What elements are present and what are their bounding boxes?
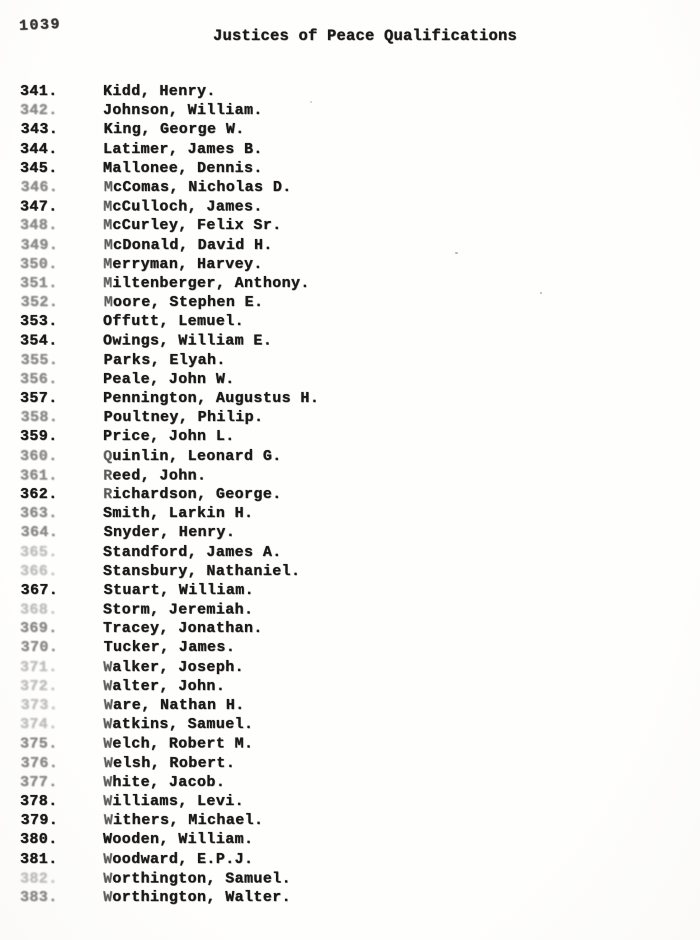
entry-name: Poultney, Philip. [103,409,264,427]
entry-name: McCulloch, James. [103,198,263,216]
list-item [0,389,700,408]
entry-number: 380. [20,831,58,849]
entry-name: Williams, Levi. [103,792,245,810]
entry-number: 365. [20,543,58,561]
entry-name: Withers, Michael. [103,812,264,830]
list-item [0,159,700,178]
list-item [0,677,700,696]
entry-name: Owings, William E. [103,332,273,350]
page-title: Justices of Peace Qualifications [213,27,518,45]
entry-number: 373. [20,697,59,714]
entry-name: Walker, Joseph. [103,658,245,676]
entry-name: Peale, John W. [103,370,235,388]
entry-name: Price, John L. [103,428,235,446]
list-item [0,543,700,562]
scan-noise-speck [128,298,131,300]
list-item [0,216,700,235]
list-item [1,120,700,139]
list-item [1,408,700,427]
entry-number: 364. [20,524,59,542]
list-item [1,581,700,600]
list-item [0,485,700,504]
list-item [0,715,700,734]
list-item [0,888,700,907]
entry-number: 352. [20,294,59,312]
list-item [0,466,700,485]
entry-name: Tracey, Jonathan. [103,620,263,638]
entry-name: Wooden, William. [103,831,254,849]
entry-name: Snyder, Henry. [103,524,236,542]
list-item [1,293,700,312]
entry-number: 383. [20,888,58,906]
scan-noise-speck [310,101,312,103]
entry-number: 359. [20,428,58,446]
entry-number: 358. [20,409,59,427]
entry-name: Merryman, Harvey. [103,255,263,273]
entry-name: Worthington, Walter. [103,888,292,906]
entry-name: Smith, Larkin H. [103,505,254,523]
entry-name: Tucker, James. [103,639,236,657]
list-item [0,773,700,792]
entry-name: McComas, Nicholas D. [103,178,292,196]
entry-number: 342. [20,102,58,120]
list-item [0,255,700,274]
entry-name: McDonald, David H. [103,236,273,254]
list-item [0,830,700,849]
entry-number: 375. [20,735,58,753]
entry-number: 366. [20,562,58,580]
entry-name: Woodward, E.P.J. [103,850,254,868]
entry-name: Kidd, Henry. [103,83,216,100]
entry-number: 362. [20,485,58,503]
entry-number: 372. [20,677,58,695]
entry-name: Stuart, William. [103,581,255,599]
entry-number: 357. [20,390,58,407]
list-item [0,792,700,811]
list-item [1,523,700,542]
entry-name: Watkins, Samuel. [103,716,254,734]
scan-noise-speck [540,292,542,294]
list-item [0,562,700,581]
list-item [0,370,700,389]
entry-name: Walter, John. [103,677,226,695]
entry-number: 353. [20,313,58,331]
list-item [1,178,700,197]
entry-number: 356. [20,370,58,388]
list-item [0,850,700,869]
entry-name: Mallonee, Dennis. [103,159,263,177]
entry-number: 355. [20,351,59,369]
entry-name: Storm, Jeremiah. [103,601,254,619]
entry-number: 378. [20,792,58,810]
entry-number: 361. [20,467,58,485]
entry-name: Johnson, William. [103,102,263,120]
entry-name: Stansbury, Nathaniel. [103,562,301,580]
entry-name: White, Jacob. [103,773,226,791]
entry-number: 341. [20,83,58,100]
entry-number: 367. [20,581,59,599]
list-item [0,600,700,619]
list-item [0,312,700,331]
entry-name: Ware, Nathan H. [103,697,245,714]
entry-name: Latimer, James B. [103,140,263,158]
entry-number: 363. [20,505,58,523]
list-item [1,638,700,657]
entry-name: Offutt, Lemuel. [103,313,245,331]
entry-name: Reed, John. [103,467,207,485]
list-item [0,140,700,159]
entry-name: Welch, Robert M. [103,735,254,753]
list-item [0,101,700,120]
list-item [0,274,700,293]
entry-number: 376. [20,754,59,772]
entry-number: 347. [20,198,58,216]
justices-list [0,82,700,907]
list-item [1,811,700,830]
entry-number: 346. [20,178,59,196]
entry-number: 344. [20,140,58,158]
entry-name: McCurley, Felix Sr. [103,217,282,235]
list-item [0,332,700,351]
entry-number: 360. [20,447,58,465]
entry-number: 382. [20,870,58,888]
entry-number: 349. [20,236,59,254]
entry-name: Welsh, Robert. [103,754,236,772]
entry-number: 368. [20,601,58,619]
list-item [0,198,700,217]
entry-name: Richardson, George. [103,485,282,503]
entry-number: 354. [20,332,58,350]
entry-name: Worthington, Samuel. [103,870,292,888]
entry-name: Miltenberger, Anthony. [103,274,310,292]
entry-number: 343. [20,121,59,139]
scan-noise-speck [455,252,458,254]
list-item [0,619,700,638]
entry-number: 381. [20,850,58,868]
entry-name: King, George W. [103,121,245,139]
entry-number: 345. [20,159,58,177]
entry-number: 350. [20,255,58,273]
list-item [1,351,700,370]
list-item [0,658,700,677]
list-item [1,696,700,715]
list-item [0,427,700,446]
entry-name: Parks, Elyah. [103,351,226,369]
entry-number: 377. [20,773,58,791]
entry-name: Quinlin, Leonard G. [103,447,282,465]
entry-number: 369. [20,620,58,638]
entry-number: 370. [20,639,59,657]
entry-name: Moore, Stephen E. [103,294,264,312]
entry-number: 379. [20,812,59,830]
list-item [0,82,700,101]
entry-number: 371. [20,658,58,676]
list-item [0,447,700,466]
list-item [1,754,700,773]
list-item [0,735,700,754]
list-item [1,236,700,255]
list-item [0,504,700,523]
entry-number: 374. [20,716,58,734]
entry-name: Pennington, Augustus H. [103,390,320,407]
entry-number: 348. [20,217,58,235]
list-item [0,869,700,888]
entry-name: Standford, James A. [103,543,282,561]
page-number: 1039 [18,16,62,35]
entry-number: 351. [20,274,58,292]
